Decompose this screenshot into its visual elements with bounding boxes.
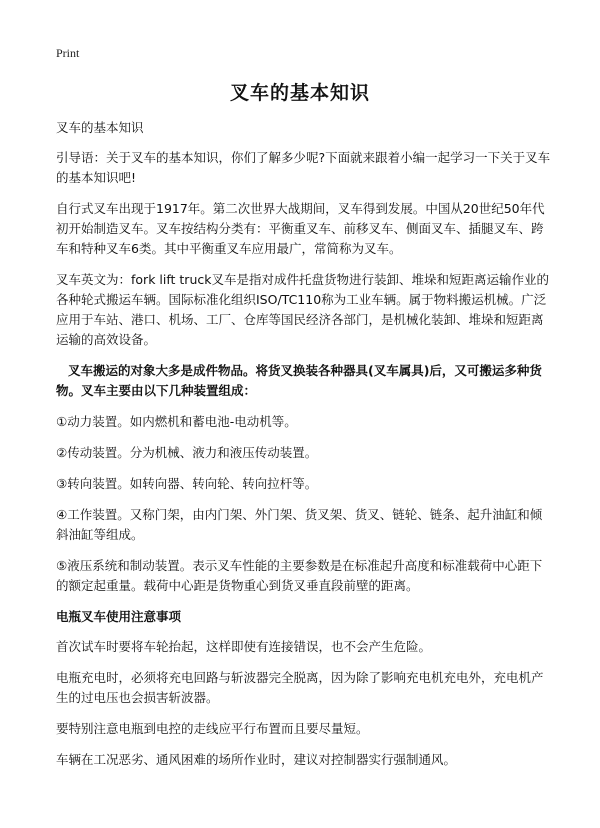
note-item: 电瓶充电时，必须将充电回路与斩波器完全脱离，因为除了影响充电机充电外，充电机产生的过电压也会损害斩波器。 (56, 670, 544, 705)
page-title: 叉车的基本知识 (229, 82, 370, 104)
document-subtitle: 叉车的基本知识 (56, 120, 144, 135)
definition-paragraph: 叉车英文为：fork lift truck叉车是指对成件托盘货物进行装卸、堆垛和短距离运输作业的各种轮式搬运车辆。国际标准化组织ISO/TC110称为工业车辆。属于物料搬运机械。广泛应用于车站、港口、机场、工厂、仓库等国民经济各部门，是机械化装卸、堆垛和短距离运输的高效设备。 (56, 272, 549, 347)
device-item-steering: ③转向装置。如转向器、转向轮、转向拉杆等。 (56, 476, 318, 491)
device-item-hydraulic: ⑤液压系统和制动装置。表示叉车性能的主要参数是在标准起升高度和标准载荷中心距下的额定起重量。载荷中心距是货物重心到货叉垂直段前壁的距离。 (56, 558, 543, 593)
document-body (56, 118, 552, 781)
history-paragraph: 自行式叉车出现于1917年。第二次世界大战期间，叉车得到发展。中国从20世纪50年代初开始制造叉车。叉车按结构分类有：平衡重叉车、前移叉车、侧面叉车、插腿叉车、跨车和特种叉车6类。其中平衡重叉车应用最广，常简称为叉车。 (56, 201, 545, 256)
note-item: 要特别注意电瓶到电控的走线应平行布置而且要尽量短。 (56, 721, 369, 736)
device-item-working: ④工作装置。又称门架，由内门架、外门架、货叉架、货叉、链轮、链条、起升油缸和倾斜油缸等组成。 (56, 507, 543, 542)
device-item-power: ①动力装置。如内燃机和蓄电池-电动机等。 (56, 414, 297, 429)
device-item-transmission: ②传动装置。分为机械、液力和液压传动装置。 (56, 445, 318, 460)
section-heading: 电瓶叉车使用注意事项 (56, 609, 182, 624)
note-item: 首次试车时要将车轮抬起，这样即使有连接错误，也不会产生危险。 (56, 639, 432, 654)
intro-paragraph: 引导语：关于叉车的基本知识，你们了解多少呢?下面就来跟着小编一起学习一下关于叉车的基本知识吧! (56, 150, 551, 185)
note-item: 车辆在工况恶劣、通风困难的场所作业时，建议对控制器实行强制通风。 (56, 752, 457, 767)
devices-intro-paragraph: 叉车搬运的对象大多是成件物品。将货叉换装各种器具(叉车属具)后，又可搬运多种货物。叉车主要由以下几种装置组成： (56, 363, 542, 398)
print-label: Print (56, 46, 80, 60)
